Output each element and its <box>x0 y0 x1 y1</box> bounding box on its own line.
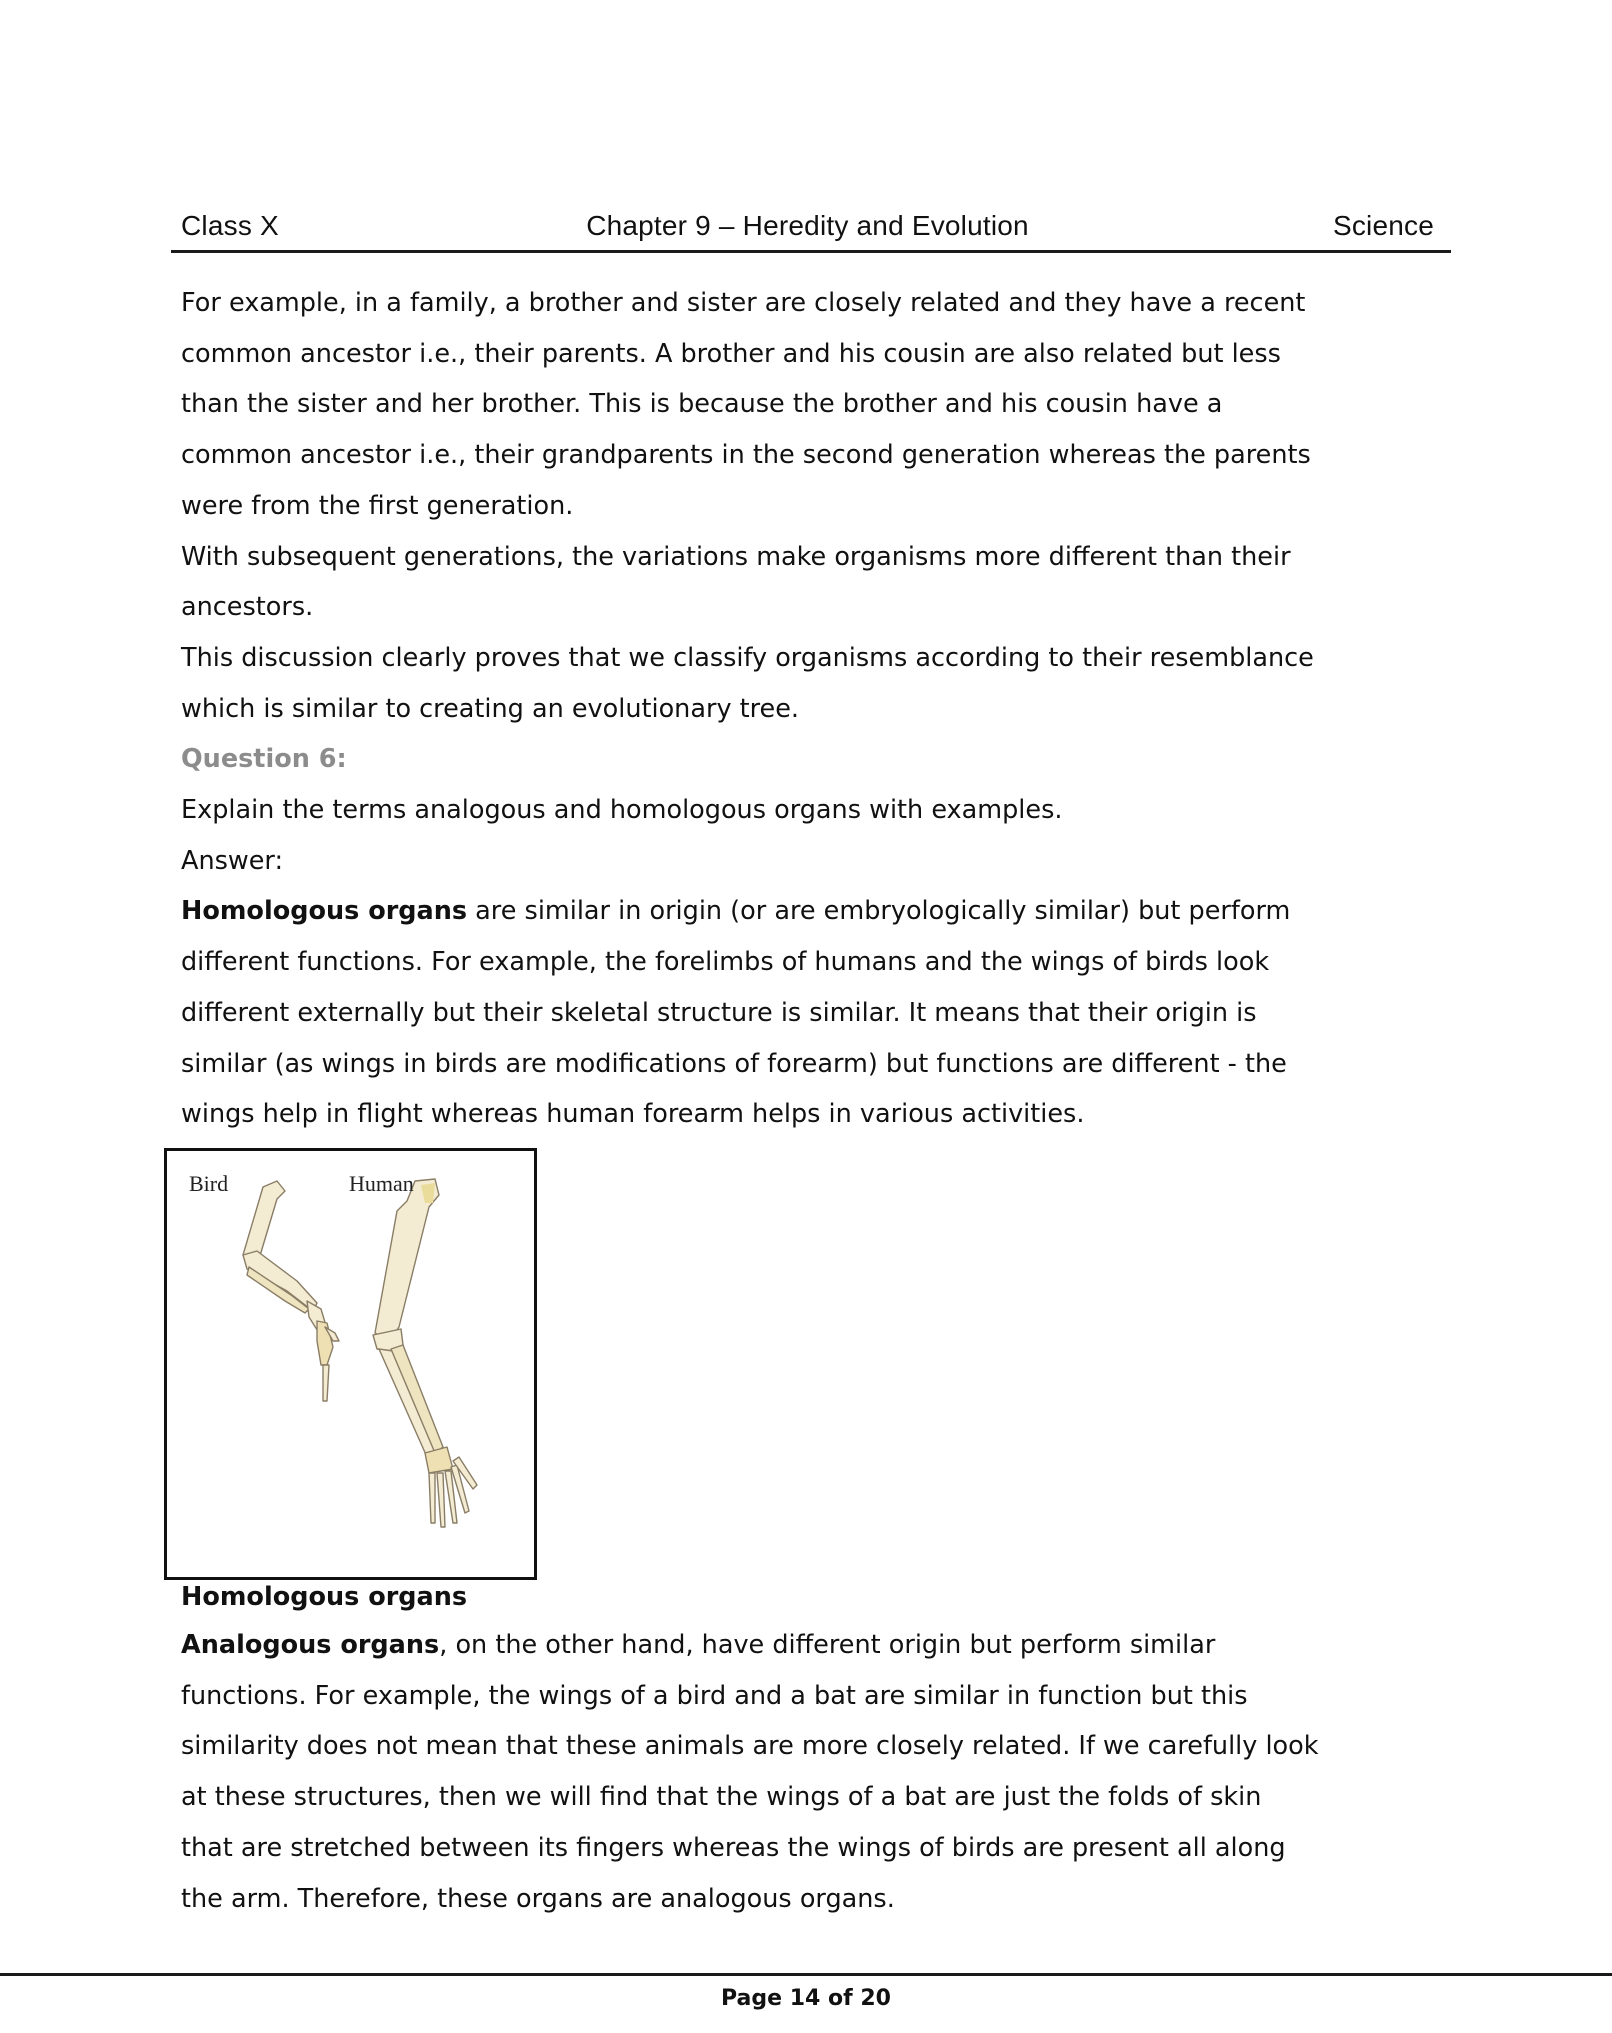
paragraph-line: For example, in a family, a brother and sister are closely related and they have a recent <box>181 288 1306 318</box>
homologous-first-line <box>181 886 1466 937</box>
paragraph-line: than the sister and her brother. This is because the brother and his cousin have a <box>181 389 1223 420</box>
header-class: Class X <box>181 210 279 241</box>
paragraph-line: similarity does not mean that these animals are more closely related. If we carefully look <box>181 1731 1319 1762</box>
body-section-1 <box>181 278 1466 1140</box>
page-number: Page 14 of 20 <box>721 1986 891 2011</box>
answer-label: Answer: <box>181 845 284 876</box>
paragraph-line: ancestors. <box>181 592 314 623</box>
analogous-term: Analogous organs <box>181 1630 440 1660</box>
header-subject: Science <box>1332 210 1434 241</box>
paragraph-line: common ancestor i.e., their parents. A brother and his cousin are also related but less <box>181 338 1281 369</box>
homologous-organs-figure <box>164 1148 537 1580</box>
paragraph-line: the arm. Therefore, these organs are analogous organs. <box>181 1883 895 1914</box>
figure-caption: Homologous organs <box>181 1582 468 1612</box>
header-rule <box>171 250 1451 253</box>
homologous-first-line-rest: are similar in origin (or are embryologically similar) but perform <box>467 896 1291 927</box>
bird-label: Bird <box>189 1171 229 1196</box>
paragraph-line: similar (as wings in birds are modifications of forearm) but functions are different - the <box>181 1048 1287 1079</box>
footer-rule <box>0 1973 1612 1976</box>
body-section-2 <box>181 1620 1466 1924</box>
paragraph-line: different externally but their skeletal structure is similar. It means that their origin is <box>181 997 1257 1028</box>
homologous-term: Homologous organs <box>181 896 468 927</box>
paragraph-line: at these structures, then we will find that the wings of a bat are just the folds of skin <box>181 1782 1262 1813</box>
paragraph-line: which is similar to creating an evolutionary tree. <box>181 693 800 724</box>
human-arm-bones-icon <box>373 1179 477 1527</box>
human-label: Human <box>349 1171 414 1196</box>
question-text: Explain the terms analogous and homologous organs with examples. <box>181 795 1063 826</box>
paragraph-line: functions. For example, the wings of a bird and a bat are similar in function but this <box>181 1680 1248 1711</box>
bird-wing-bones-icon <box>243 1181 339 1401</box>
paragraph-line: With subsequent generations, the variations make organisms more different than their <box>181 541 1291 572</box>
paragraph-line: wings help in flight whereas human forearm helps in various activities. <box>181 1099 1085 1130</box>
header-chapter-title: Chapter 9 – Heredity and Evolution <box>586 210 1029 241</box>
paragraph-line: were from the first generation. <box>181 490 574 521</box>
forelimb-skeleton-illustration <box>167 1151 534 1577</box>
analogous-first-line-rest: , on the other hand, have different origin but perform similar <box>439 1630 1216 1660</box>
paragraph-line: This discussion clearly proves that we classify organisms according to their resemblance <box>181 642 1314 673</box>
analogous-first-line <box>181 1620 1466 1671</box>
paragraph-line: that are stretched between its fingers whereas the wings of birds are present all along <box>181 1832 1286 1863</box>
paragraph-line: common ancestor i.e., their grandparents in the second generation whereas the parents <box>181 440 1311 471</box>
question-label: Question 6: <box>181 744 347 775</box>
paragraph-line: different functions. For example, the forelimbs of humans and the wings of birds look <box>181 947 1270 978</box>
